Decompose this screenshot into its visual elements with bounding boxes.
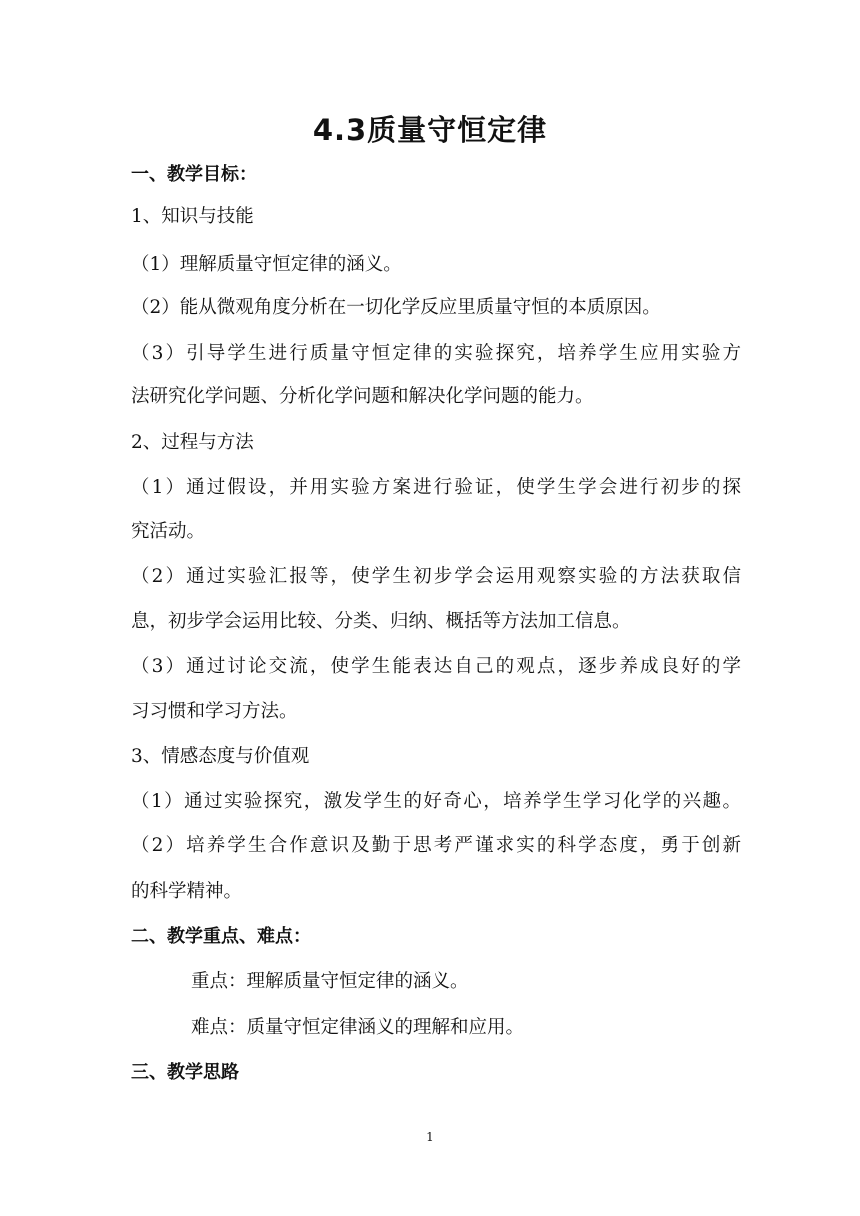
section-heading-teaching-approach: 三、教学思路: [131, 1062, 239, 1083]
paragraph-line: （1）通过假设，并用实验方案进行验证，使学生学会进行初步的探: [131, 477, 741, 498]
difficult-point-line: 难点：质量守恒定律涵义的理解和应用。: [191, 1017, 525, 1038]
paragraph-line: （1）理解质量守恒定律的涵义。: [131, 254, 402, 275]
subsection-emotion-values: 3、情感态度与价值观: [131, 746, 310, 767]
key-point-line: 重点：理解质量守恒定律的涵义。: [191, 971, 469, 992]
paragraph-line: （2）能从微观角度分析在一切化学反应里质量守恒的本质原因。: [131, 297, 661, 318]
paragraph-line: 的科学精神。: [131, 881, 243, 902]
paragraph-line: （2）通过实验汇报等，使学生初步学会运用观察实验的方法获取信: [131, 566, 741, 587]
page-number: 1: [426, 1130, 434, 1144]
document-title: 4.3质量守恒定律: [312, 113, 548, 147]
subsection-process-method: 2、过程与方法: [131, 432, 254, 453]
paragraph-line: （3）引导学生进行质量守恒定律的实验探究，培养学生应用实验方: [131, 343, 741, 364]
paragraph-line: 息，初步学会运用比较、分类、归纳、概括等方法加工信息。: [131, 611, 631, 632]
section-heading-key-points: 二、教学重点、难点：: [131, 926, 311, 947]
paragraph-line: 习习惯和学习方法。: [131, 701, 298, 722]
paragraph-line: （2）培养学生合作意识及勤于思考严谨求实的科学态度，勇于创新: [131, 835, 741, 856]
section-heading-objectives: 一、教学目标：: [131, 164, 257, 185]
subsection-knowledge-skills: 1、知识与技能: [131, 206, 254, 227]
paragraph-line: 究活动。: [131, 521, 206, 542]
paragraph-line: （1）通过实验探究，激发学生的好奇心，培养学生学习化学的兴趣。: [131, 791, 741, 812]
paragraph-line: 法研究化学问题、分析化学问题和解决化学问题的能力。: [131, 386, 594, 407]
paragraph-line: （3）通过讨论交流，使学生能表达自己的观点，逐步养成良好的学: [131, 656, 741, 677]
